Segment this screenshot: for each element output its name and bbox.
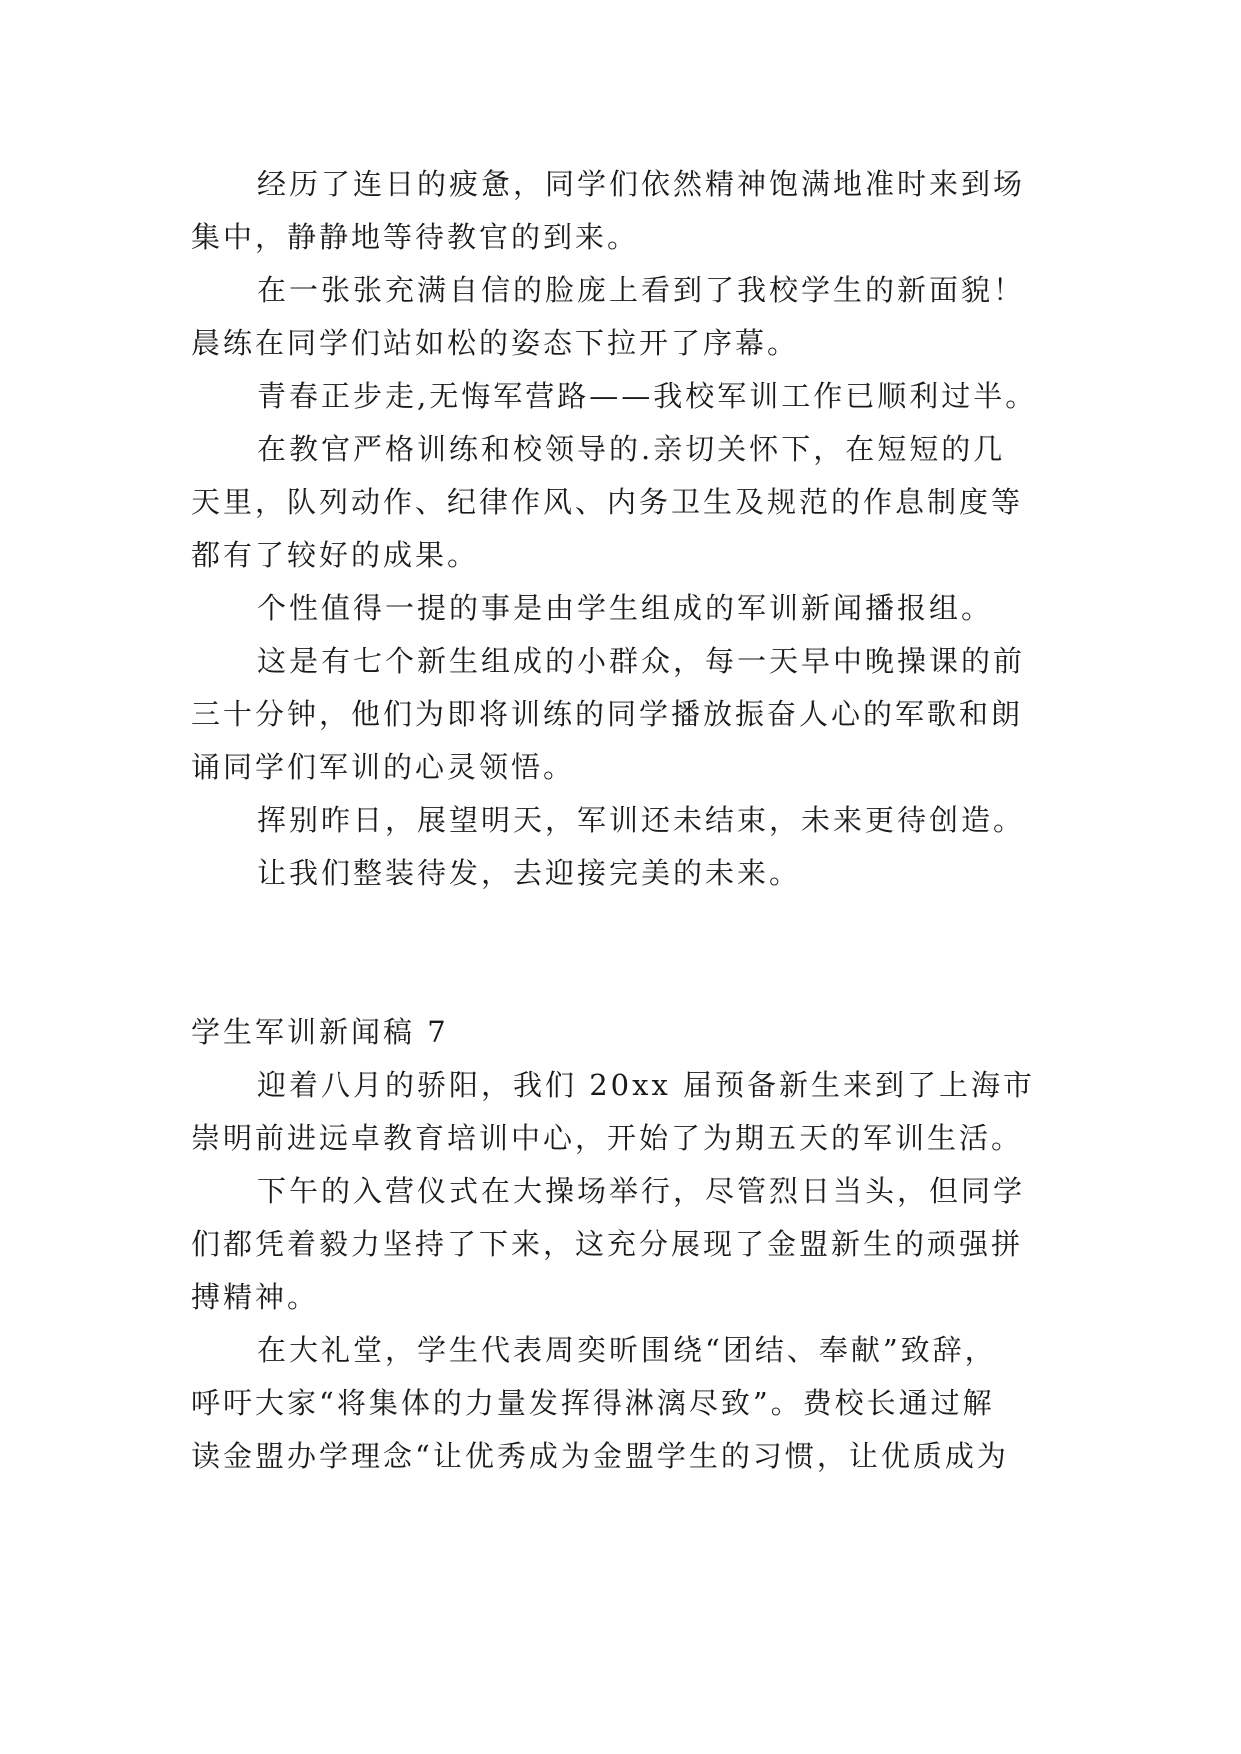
paragraph-line: 读金盟办学理念“让优秀成为金盟学生的习惯，让优质成为 bbox=[191, 1439, 1009, 1473]
paragraph-line: 们都凭着毅力坚持了下来，这充分展现了金盟新生的顽强拼 bbox=[191, 1227, 1024, 1261]
paragraph-line: 在一张张充满自信的脸庞上看到了我校学生的新面貌！ bbox=[257, 273, 1026, 307]
paragraph-line: 青春正步走,无悔军营路——我校军训工作已顺利过半。 bbox=[257, 379, 1038, 413]
paragraph-line: 经历了连日的疲惫，同学们依然精神饱满地准时来到场 bbox=[257, 167, 1026, 201]
paragraph-line: 崇明前进远卓教育培训中心，开始了为期五天的军训生活。 bbox=[191, 1121, 1024, 1155]
paragraph-line: 三十分钟，他们为即将训练的同学播放振奋人心的军歌和朗 bbox=[191, 697, 1024, 731]
paragraph-line: 都有了较好的成果。 bbox=[191, 538, 480, 572]
paragraph-line: 迎着八月的骄阳，我们 20xx 届预备新生来到了上海市 bbox=[257, 1068, 1036, 1102]
paragraph-line: 在教官严格训练和校领导的.亲切关怀下，在短短的几 bbox=[257, 432, 1006, 466]
section-title: 学生军训新闻稿 7 bbox=[191, 1015, 449, 1049]
paragraph-line: 搏精神。 bbox=[191, 1280, 320, 1314]
section-spacer bbox=[191, 900, 1051, 1006]
paragraph-line: 集中，静静地等待教官的到来。 bbox=[191, 220, 640, 254]
paragraph-line: 诵同学们军训的心灵领悟。 bbox=[191, 750, 576, 784]
paragraph-line: 在大礼堂，学生代表周奕昕围绕“团结、奉献”致辞， bbox=[257, 1333, 997, 1367]
paragraph-line: 天里，队列动作、纪律作风、内务卫生及规范的作息制度等 bbox=[191, 485, 1024, 519]
document-body bbox=[191, 158, 1051, 1483]
paragraph-line: 呼吁大家“将集体的力量发挥得淋漓尽致”。费校长通过解 bbox=[191, 1386, 995, 1420]
paragraph-line: 让我们整装待发，去迎接完美的未来。 bbox=[257, 856, 802, 890]
paragraph-line: 个性值得一提的事是由学生组成的军训新闻播报组。 bbox=[257, 591, 994, 625]
paragraph-line: 晨练在同学们站如松的姿态下拉开了序幕。 bbox=[191, 326, 800, 360]
paragraph-line: 这是有七个新生组成的小群众，每一天早中晚操课的前 bbox=[257, 644, 1026, 678]
paragraph-line: 下午的入营仪式在大操场举行，尽管烈日当头，但同学 bbox=[257, 1174, 1026, 1208]
paragraph-line: 挥别昨日，展望明天，军训还未结束，未来更待创造。 bbox=[257, 803, 1026, 837]
